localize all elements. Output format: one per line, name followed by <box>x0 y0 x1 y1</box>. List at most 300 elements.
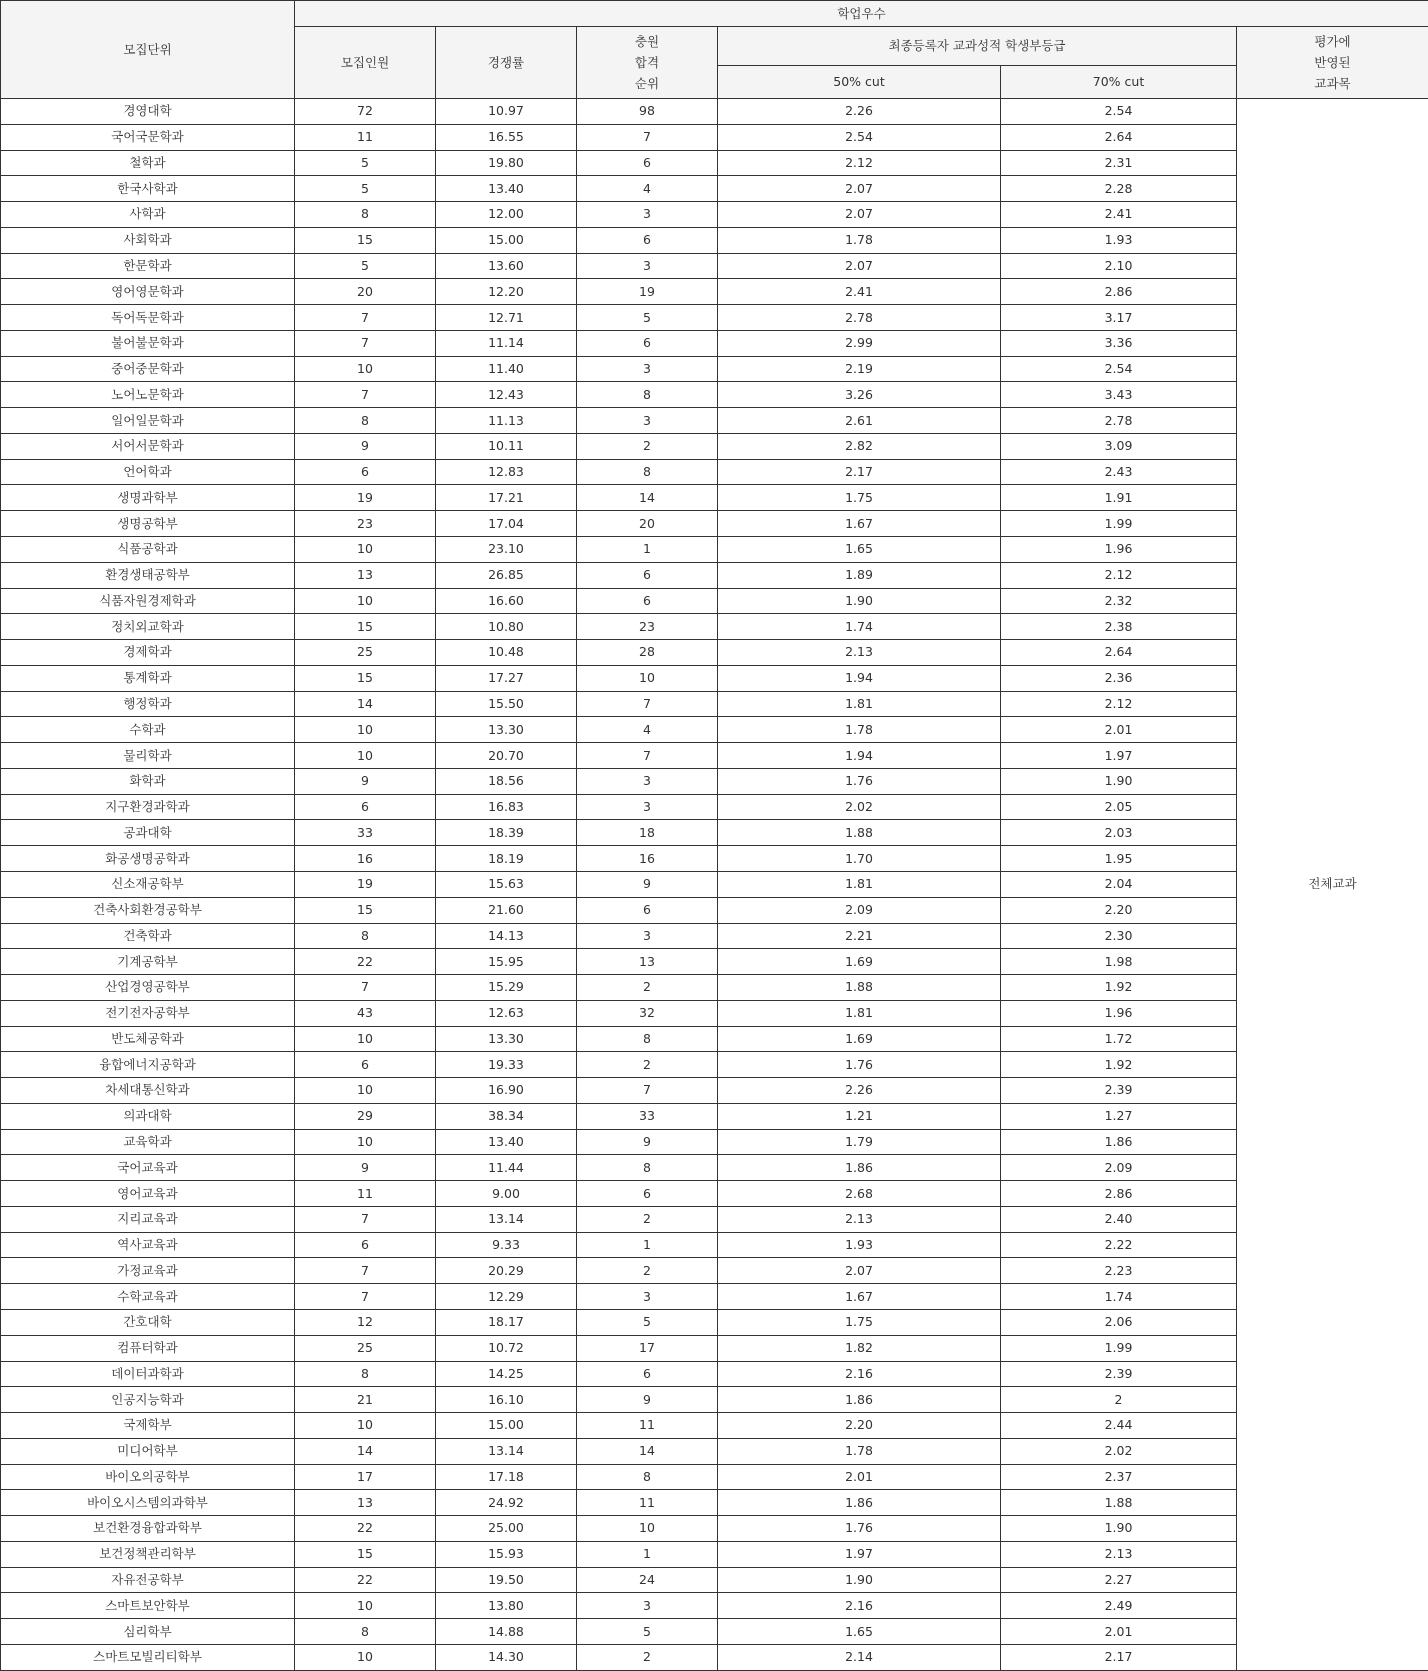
table-row <box>1 743 1428 769</box>
cut50-cell: 2.13 <box>718 640 1001 666</box>
table-row <box>1 1567 1428 1593</box>
unit-cell: 국어교육과 <box>1 1155 295 1181</box>
recruit-cell: 11 <box>295 1181 436 1207</box>
competition-cell: 9.33 <box>436 1232 577 1258</box>
table-row <box>1 717 1428 743</box>
header-rank-line: 충원 <box>635 34 659 49</box>
table-row <box>1 1129 1428 1155</box>
rank-cell: 2 <box>577 1206 718 1232</box>
cut70-cell: 2.86 <box>1001 279 1237 305</box>
unit-cell: 간호대학 <box>1 1309 295 1335</box>
recruit-cell: 33 <box>295 820 436 846</box>
unit-cell: 역사교육과 <box>1 1232 295 1258</box>
cut70-cell: 2.31 <box>1001 150 1237 176</box>
cut50-cell: 1.70 <box>718 846 1001 872</box>
rank-cell: 1 <box>577 1232 718 1258</box>
cut50-cell: 1.86 <box>718 1387 1001 1413</box>
competition-cell: 14.30 <box>436 1644 577 1670</box>
cut50-cell: 2.07 <box>718 202 1001 228</box>
recruit-cell: 15 <box>295 665 436 691</box>
rank-cell: 7 <box>577 691 718 717</box>
unit-cell: 철학과 <box>1 150 295 176</box>
recruit-cell: 10 <box>295 588 436 614</box>
table-row <box>1 176 1428 202</box>
cut50-cell: 1.82 <box>718 1335 1001 1361</box>
header-subjects-line: 반영된 <box>1314 55 1350 70</box>
rank-cell: 24 <box>577 1567 718 1593</box>
recruit-cell: 22 <box>295 1567 436 1593</box>
rank-cell: 7 <box>577 124 718 150</box>
cut50-cell: 1.78 <box>718 1438 1001 1464</box>
cut50-cell: 2.20 <box>718 1413 1001 1439</box>
recruit-cell: 23 <box>295 511 436 537</box>
rank-cell: 8 <box>577 1155 718 1181</box>
unit-cell: 신소재공학부 <box>1 871 295 897</box>
rank-cell: 11 <box>577 1413 718 1439</box>
cut70-cell: 2.86 <box>1001 1181 1237 1207</box>
competition-cell: 10.80 <box>436 614 577 640</box>
table-row <box>1 1644 1428 1670</box>
cut70-cell: 2.64 <box>1001 124 1237 150</box>
table-row <box>1 433 1428 459</box>
table-row <box>1 1181 1428 1207</box>
cut70-cell: 1.92 <box>1001 975 1237 1001</box>
competition-cell: 19.33 <box>436 1052 577 1078</box>
unit-cell: 식품공학과 <box>1 537 295 563</box>
competition-cell: 15.93 <box>436 1541 577 1567</box>
competition-cell: 14.88 <box>436 1619 577 1645</box>
rank-cell: 3 <box>577 202 718 228</box>
cut50-cell: 3.26 <box>718 382 1001 408</box>
recruit-cell: 7 <box>295 305 436 331</box>
cut70-cell: 2.39 <box>1001 1078 1237 1104</box>
rank-cell: 5 <box>577 1309 718 1335</box>
cut50-cell: 1.76 <box>718 1052 1001 1078</box>
cut50-cell: 1.65 <box>718 1619 1001 1645</box>
cut50-cell: 2.99 <box>718 330 1001 356</box>
cut50-cell: 1.97 <box>718 1541 1001 1567</box>
table-row <box>1 975 1428 1001</box>
table-row <box>1 1309 1428 1335</box>
recruit-cell: 10 <box>295 1644 436 1670</box>
rank-cell: 3 <box>577 1593 718 1619</box>
header-rank-line: 순위 <box>635 76 659 91</box>
table-row <box>1 691 1428 717</box>
recruit-cell: 14 <box>295 1438 436 1464</box>
competition-cell: 13.30 <box>436 1026 577 1052</box>
rank-cell: 32 <box>577 1000 718 1026</box>
cut70-cell: 2.17 <box>1001 1644 1237 1670</box>
rank-cell: 98 <box>577 99 718 125</box>
rank-cell: 23 <box>577 614 718 640</box>
cut70-cell: 2.37 <box>1001 1464 1237 1490</box>
competition-cell: 20.29 <box>436 1258 577 1284</box>
rank-cell: 4 <box>577 176 718 202</box>
cut70-cell: 2.38 <box>1001 614 1237 640</box>
header-recruit: 모집인원 <box>295 27 436 99</box>
rank-cell: 8 <box>577 1464 718 1490</box>
table-row <box>1 1335 1428 1361</box>
rank-cell: 6 <box>577 588 718 614</box>
competition-cell: 16.90 <box>436 1078 577 1104</box>
cut50-cell: 1.81 <box>718 691 1001 717</box>
header-subjects <box>1237 27 1428 99</box>
unit-cell: 영어교육과 <box>1 1181 295 1207</box>
cut70-cell: 3.36 <box>1001 330 1237 356</box>
unit-cell: 경영대학 <box>1 99 295 125</box>
cut70-cell: 1.86 <box>1001 1129 1237 1155</box>
table-row <box>1 485 1428 511</box>
header-cut50: 50% cut <box>718 66 1001 99</box>
unit-cell: 심리학부 <box>1 1619 295 1645</box>
table-row <box>1 1387 1428 1413</box>
cut70-cell: 2.02 <box>1001 1438 1237 1464</box>
rank-cell: 2 <box>577 1258 718 1284</box>
competition-cell: 13.14 <box>436 1206 577 1232</box>
recruit-cell: 10 <box>295 1026 436 1052</box>
competition-cell: 13.60 <box>436 253 577 279</box>
unit-cell: 정치외교학과 <box>1 614 295 640</box>
unit-cell: 독어독문학과 <box>1 305 295 331</box>
competition-cell: 18.56 <box>436 768 577 794</box>
cut70-cell: 2.39 <box>1001 1361 1237 1387</box>
cut70-cell: 2.54 <box>1001 356 1237 382</box>
unit-cell: 스마트보안학부 <box>1 1593 295 1619</box>
competition-cell: 16.83 <box>436 794 577 820</box>
cut50-cell: 1.76 <box>718 768 1001 794</box>
competition-cell: 12.29 <box>436 1284 577 1310</box>
table-row <box>1 1593 1428 1619</box>
cut70-cell: 2.20 <box>1001 897 1237 923</box>
unit-cell: 한문학과 <box>1 253 295 279</box>
rank-cell: 3 <box>577 794 718 820</box>
cut70-cell: 1.27 <box>1001 1103 1237 1129</box>
unit-cell: 반도체공학과 <box>1 1026 295 1052</box>
cut50-cell: 1.94 <box>718 665 1001 691</box>
unit-cell: 화공생명공학과 <box>1 846 295 872</box>
cut70-cell: 2.54 <box>1001 99 1237 125</box>
rank-cell: 10 <box>577 1516 718 1542</box>
cut50-cell: 2.07 <box>718 1258 1001 1284</box>
recruit-cell: 15 <box>295 1541 436 1567</box>
rank-cell: 7 <box>577 743 718 769</box>
cut50-cell: 2.54 <box>718 124 1001 150</box>
cut50-cell: 2.07 <box>718 176 1001 202</box>
cut50-cell: 2.13 <box>718 1206 1001 1232</box>
rank-cell: 13 <box>577 949 718 975</box>
table-row <box>1 124 1428 150</box>
recruit-cell: 14 <box>295 691 436 717</box>
unit-cell: 차세대통신학과 <box>1 1078 295 1104</box>
competition-cell: 14.13 <box>436 923 577 949</box>
rank-cell: 6 <box>577 897 718 923</box>
unit-cell: 전기전자공학부 <box>1 1000 295 1026</box>
cut50-cell: 1.75 <box>718 485 1001 511</box>
cut50-cell: 2.14 <box>718 1644 1001 1670</box>
table-row <box>1 768 1428 794</box>
competition-cell: 11.14 <box>436 330 577 356</box>
table-row <box>1 614 1428 640</box>
recruit-cell: 6 <box>295 1052 436 1078</box>
cut50-cell: 2.02 <box>718 794 1001 820</box>
cut70-cell: 2.22 <box>1001 1232 1237 1258</box>
recruit-cell: 19 <box>295 485 436 511</box>
competition-cell: 17.21 <box>436 485 577 511</box>
rank-cell: 9 <box>577 871 718 897</box>
header-subjects-line: 평가에 <box>1314 34 1350 49</box>
table-row <box>1 511 1428 537</box>
recruit-cell: 6 <box>295 1232 436 1258</box>
rank-cell: 2 <box>577 1644 718 1670</box>
recruit-cell: 11 <box>295 124 436 150</box>
unit-cell: 인공지능학과 <box>1 1387 295 1413</box>
cut50-cell: 1.86 <box>718 1155 1001 1181</box>
table-row <box>1 588 1428 614</box>
table-row <box>1 640 1428 666</box>
header-group: 학업우수 <box>295 1 1428 27</box>
unit-cell: 교육학과 <box>1 1129 295 1155</box>
cut50-cell: 2.17 <box>718 459 1001 485</box>
recruit-cell: 25 <box>295 1335 436 1361</box>
unit-cell: 건축학과 <box>1 923 295 949</box>
cut50-cell: 1.81 <box>718 871 1001 897</box>
subjects-cell: 전체교과 <box>1237 99 1428 1671</box>
competition-cell: 12.71 <box>436 305 577 331</box>
recruit-cell: 10 <box>295 537 436 563</box>
cut70-cell: 2 <box>1001 1387 1237 1413</box>
table-row <box>1 897 1428 923</box>
cut70-cell: 2.43 <box>1001 459 1237 485</box>
table-row <box>1 408 1428 434</box>
cut50-cell: 1.90 <box>718 588 1001 614</box>
table-row <box>1 1206 1428 1232</box>
rank-cell: 5 <box>577 1619 718 1645</box>
cut70-cell: 1.90 <box>1001 768 1237 794</box>
unit-cell: 불어불문학과 <box>1 330 295 356</box>
recruit-cell: 12 <box>295 1309 436 1335</box>
table-row <box>1 1258 1428 1284</box>
cut70-cell: 1.92 <box>1001 1052 1237 1078</box>
table-row <box>1 99 1428 125</box>
competition-cell: 19.50 <box>436 1567 577 1593</box>
rank-cell: 16 <box>577 846 718 872</box>
cut50-cell: 2.26 <box>718 1078 1001 1104</box>
competition-cell: 10.72 <box>436 1335 577 1361</box>
rank-cell: 6 <box>577 1361 718 1387</box>
recruit-cell: 7 <box>295 975 436 1001</box>
unit-cell: 생명공학부 <box>1 511 295 537</box>
recruit-cell: 29 <box>295 1103 436 1129</box>
unit-cell: 건축사회환경공학부 <box>1 897 295 923</box>
recruit-cell: 6 <box>295 794 436 820</box>
recruit-cell: 10 <box>295 1593 436 1619</box>
cut50-cell: 1.94 <box>718 743 1001 769</box>
cut50-cell: 2.19 <box>718 356 1001 382</box>
rank-cell: 8 <box>577 459 718 485</box>
cut70-cell: 2.27 <box>1001 1567 1237 1593</box>
cut70-cell: 1.95 <box>1001 846 1237 872</box>
unit-cell: 사학과 <box>1 202 295 228</box>
table-row <box>1 923 1428 949</box>
recruit-cell: 10 <box>295 717 436 743</box>
cut70-cell: 2.23 <box>1001 1258 1237 1284</box>
competition-cell: 15.29 <box>436 975 577 1001</box>
unit-cell: 생명과학부 <box>1 485 295 511</box>
rank-cell: 14 <box>577 1438 718 1464</box>
cut70-cell: 1.97 <box>1001 743 1237 769</box>
table-row <box>1 1464 1428 1490</box>
unit-cell: 공과대학 <box>1 820 295 846</box>
table-row <box>1 1232 1428 1258</box>
rank-cell: 2 <box>577 433 718 459</box>
recruit-cell: 21 <box>295 1387 436 1413</box>
table-row <box>1 253 1428 279</box>
recruit-cell: 25 <box>295 640 436 666</box>
table-row <box>1 202 1428 228</box>
table-row <box>1 330 1428 356</box>
cut70-cell: 1.96 <box>1001 537 1237 563</box>
cut70-cell: 2.30 <box>1001 923 1237 949</box>
cut70-cell: 2.64 <box>1001 640 1237 666</box>
unit-cell: 보건정책관리학부 <box>1 1541 295 1567</box>
competition-cell: 18.19 <box>436 846 577 872</box>
unit-cell: 컴퓨터학과 <box>1 1335 295 1361</box>
cut50-cell: 1.90 <box>718 1567 1001 1593</box>
cut70-cell: 2.03 <box>1001 820 1237 846</box>
cut50-cell: 2.26 <box>718 99 1001 125</box>
cut50-cell: 2.68 <box>718 1181 1001 1207</box>
table-header <box>1 1 1428 99</box>
table-row <box>1 871 1428 897</box>
unit-cell: 통계학과 <box>1 665 295 691</box>
recruit-cell: 7 <box>295 330 436 356</box>
table-row <box>1 820 1428 846</box>
cut50-cell: 1.21 <box>718 1103 1001 1129</box>
cut50-cell: 2.07 <box>718 253 1001 279</box>
cut70-cell: 2.40 <box>1001 1206 1237 1232</box>
cut70-cell: 1.98 <box>1001 949 1237 975</box>
unit-cell: 경제학과 <box>1 640 295 666</box>
rank-cell: 3 <box>577 768 718 794</box>
table-row <box>1 949 1428 975</box>
table-row <box>1 1155 1428 1181</box>
cut50-cell: 2.16 <box>718 1361 1001 1387</box>
cut50-cell: 2.01 <box>718 1464 1001 1490</box>
rank-cell: 1 <box>577 537 718 563</box>
competition-cell: 11.40 <box>436 356 577 382</box>
unit-cell: 지구환경과학과 <box>1 794 295 820</box>
cut70-cell: 1.91 <box>1001 485 1237 511</box>
recruit-cell: 5 <box>295 176 436 202</box>
unit-cell: 수학교육과 <box>1 1284 295 1310</box>
cut50-cell: 2.82 <box>718 433 1001 459</box>
header-subjects-line: 교과목 <box>1314 76 1350 91</box>
rank-cell: 7 <box>577 1078 718 1104</box>
table-row <box>1 1413 1428 1439</box>
rank-cell: 18 <box>577 820 718 846</box>
unit-cell: 의과대학 <box>1 1103 295 1129</box>
competition-cell: 13.14 <box>436 1438 577 1464</box>
recruit-cell: 43 <box>295 1000 436 1026</box>
recruit-cell: 10 <box>295 1078 436 1104</box>
recruit-cell: 8 <box>295 202 436 228</box>
recruit-cell: 13 <box>295 1490 436 1516</box>
unit-cell: 가정교육과 <box>1 1258 295 1284</box>
cut70-cell: 2.41 <box>1001 202 1237 228</box>
rank-cell: 1 <box>577 1541 718 1567</box>
rank-cell: 4 <box>577 717 718 743</box>
competition-cell: 12.43 <box>436 382 577 408</box>
competition-cell: 9.00 <box>436 1181 577 1207</box>
table-row <box>1 1490 1428 1516</box>
competition-cell: 12.00 <box>436 202 577 228</box>
cut50-cell: 2.16 <box>718 1593 1001 1619</box>
table-row <box>1 382 1428 408</box>
cut70-cell: 1.90 <box>1001 1516 1237 1542</box>
cut70-cell: 2.44 <box>1001 1413 1237 1439</box>
recruit-cell: 15 <box>295 227 436 253</box>
cut50-cell: 1.69 <box>718 949 1001 975</box>
rank-cell: 28 <box>577 640 718 666</box>
cut50-cell: 1.75 <box>718 1309 1001 1335</box>
rank-cell: 20 <box>577 511 718 537</box>
table-row <box>1 665 1428 691</box>
table-row <box>1 537 1428 563</box>
rank-cell: 6 <box>577 150 718 176</box>
competition-cell: 10.48 <box>436 640 577 666</box>
cut70-cell: 1.99 <box>1001 511 1237 537</box>
rank-cell: 3 <box>577 923 718 949</box>
recruit-cell: 8 <box>295 1361 436 1387</box>
unit-cell: 스마트모빌리티학부 <box>1 1644 295 1670</box>
competition-cell: 10.97 <box>436 99 577 125</box>
recruit-cell: 10 <box>295 1413 436 1439</box>
competition-cell: 12.63 <box>436 1000 577 1026</box>
recruit-cell: 9 <box>295 1155 436 1181</box>
competition-cell: 19.80 <box>436 150 577 176</box>
table-row <box>1 1078 1428 1104</box>
cut70-cell: 3.17 <box>1001 305 1237 331</box>
unit-cell: 바이오시스템의과학부 <box>1 1490 295 1516</box>
rank-cell: 3 <box>577 1284 718 1310</box>
header-rank <box>577 27 718 99</box>
rank-cell: 3 <box>577 253 718 279</box>
recruit-cell: 7 <box>295 382 436 408</box>
recruit-cell: 7 <box>295 1284 436 1310</box>
competition-cell: 15.00 <box>436 227 577 253</box>
competition-cell: 10.11 <box>436 433 577 459</box>
cut70-cell: 3.43 <box>1001 382 1237 408</box>
unit-cell: 바이오의공학부 <box>1 1464 295 1490</box>
header-rank-line: 합격 <box>635 55 659 70</box>
cut70-cell: 2.49 <box>1001 1593 1237 1619</box>
cut50-cell: 2.61 <box>718 408 1001 434</box>
table-row <box>1 150 1428 176</box>
cut50-cell: 2.21 <box>718 923 1001 949</box>
cut70-cell: 1.72 <box>1001 1026 1237 1052</box>
recruit-cell: 10 <box>295 743 436 769</box>
table-row <box>1 227 1428 253</box>
rank-cell: 9 <box>577 1387 718 1413</box>
cut70-cell: 2.10 <box>1001 253 1237 279</box>
cut50-cell: 2.78 <box>718 305 1001 331</box>
unit-cell: 노어노문학과 <box>1 382 295 408</box>
unit-cell: 환경생태공학부 <box>1 562 295 588</box>
competition-cell: 16.10 <box>436 1387 577 1413</box>
table-row <box>1 794 1428 820</box>
cut70-cell: 1.99 <box>1001 1335 1237 1361</box>
cut70-cell: 2.01 <box>1001 717 1237 743</box>
